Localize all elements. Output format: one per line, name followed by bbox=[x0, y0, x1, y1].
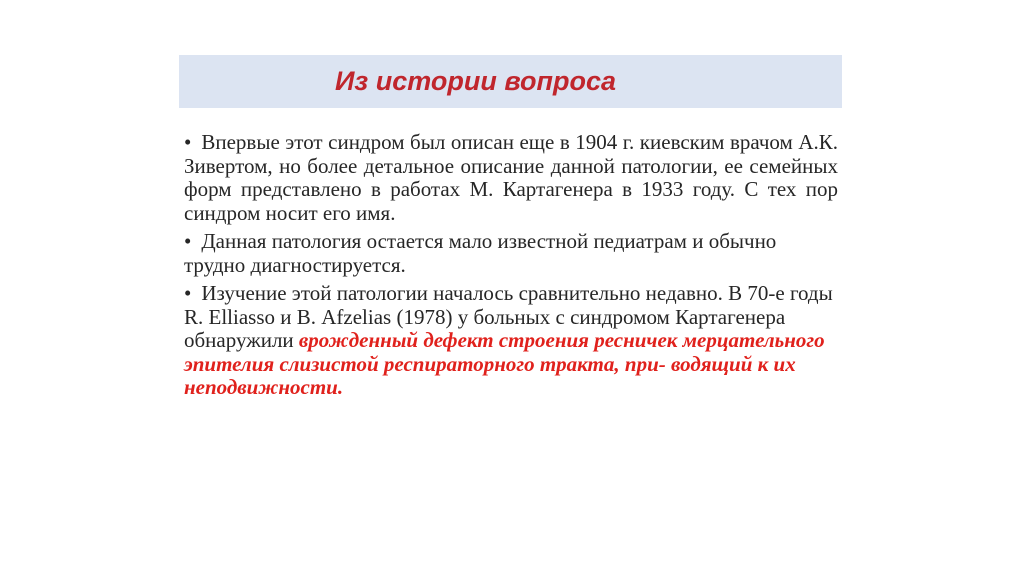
bullet-marker: • bbox=[184, 281, 192, 305]
title-band bbox=[179, 55, 842, 108]
bullet-item-2 bbox=[184, 230, 838, 277]
bullet-item-1 bbox=[184, 131, 838, 225]
slide-content bbox=[184, 131, 838, 405]
bullet-marker: • bbox=[184, 130, 192, 154]
bullet-item-3 bbox=[184, 282, 838, 400]
bullet-text-1: Впервые этот синдром был описан еще в 1904 г. киевским врачом А.К. Зивертом, но более детальное описание данной патологии, ее семейных форм представлено в работах М. Картагенера в 1933 году. С тех пор синдром носит его имя. bbox=[184, 130, 838, 225]
bullet-text-2: Данная патология остается мало известной педиатрам и обычно трудно диагностируется. bbox=[184, 229, 777, 277]
bullet-marker: • bbox=[184, 229, 192, 253]
slide-title: Из истории вопроса bbox=[335, 66, 616, 96]
highlighted-text: врожденный дефект строения ресничек мерцательного эпителия слизистой респираторного тракта, при- водящий к их неподвижности. bbox=[184, 328, 825, 399]
bullet-text-3: Изучение этой патологии началось сравнительно недавно. В 70-е годы R. Elliasso и В. Afzelias (1978) у больных с синдромом Картагенера обнаружили bbox=[184, 281, 833, 352]
